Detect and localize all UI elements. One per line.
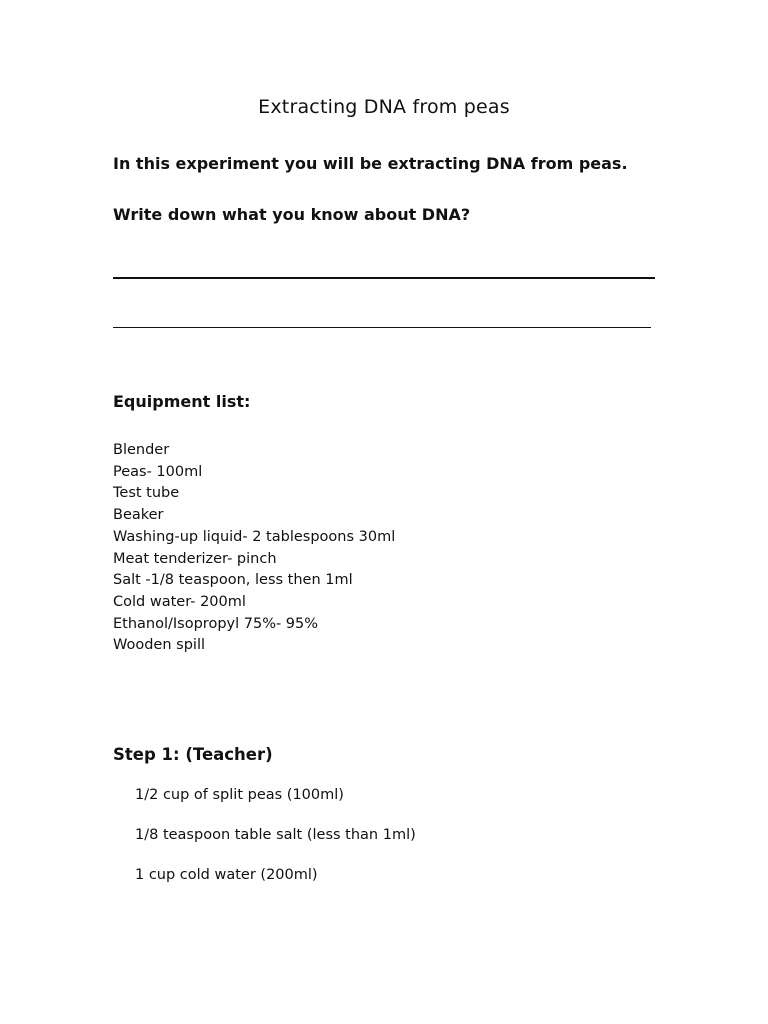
equipment-list <box>113 440 395 657</box>
step1-heading: Step 1: (Teacher) <box>113 745 273 764</box>
intro-text: In this experiment you will be extracting DNA from peas. <box>113 154 628 173</box>
equipment-item: Wooden spill <box>113 637 205 654</box>
step1-item: 1 cup cold water (200ml) <box>135 867 318 883</box>
step1-item: 1/2 cup of split peas (100ml) <box>135 787 344 803</box>
equipment-item: Beaker <box>113 507 164 524</box>
answer-line <box>113 327 651 328</box>
equipment-item: Blender <box>113 442 170 458</box>
equipment-item: Ethanol/Isopropyl 75%- 95% <box>113 615 319 632</box>
step1-list <box>135 787 416 907</box>
equipment-item: Cold water- 200ml <box>113 593 246 610</box>
answer-line <box>113 277 655 279</box>
equipment-item: Washing-up liquid- 2 tablespoons 30ml <box>113 528 396 545</box>
document-title: Extracting DNA from peas <box>258 96 510 118</box>
equipment-item: Meat tenderizer- pinch <box>113 550 277 567</box>
equipment-item: Test tube <box>113 485 180 502</box>
equipment-heading: Equipment list: <box>113 392 251 411</box>
equipment-item: Peas- 100ml <box>113 463 203 480</box>
step1-item: 1/8 teaspoon table salt (less than 1ml) <box>135 827 416 843</box>
equipment-item: Salt -1/8 teaspoon, less then 1ml <box>113 572 353 589</box>
question-text: Write down what you know about DNA? <box>113 205 471 224</box>
